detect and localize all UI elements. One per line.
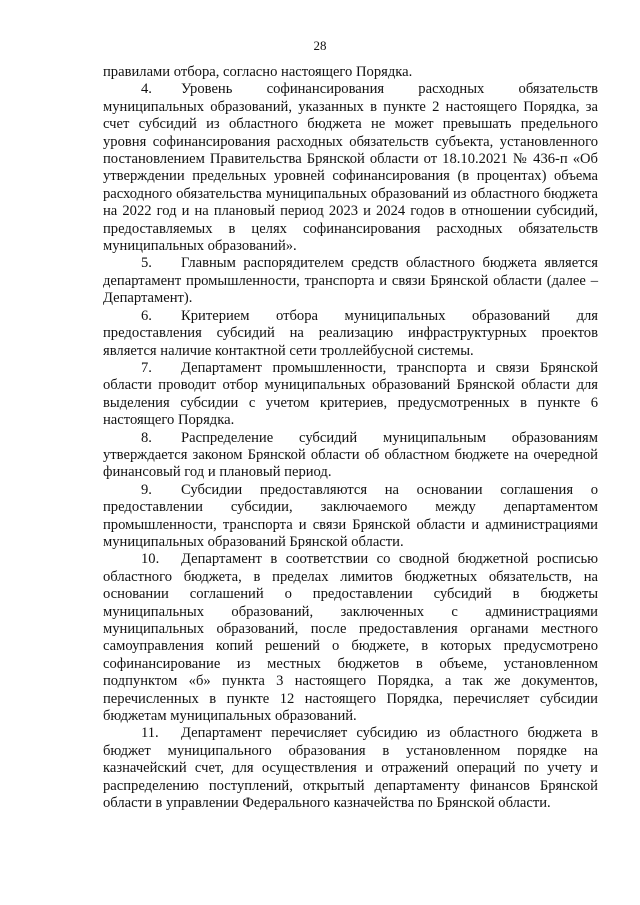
paragraph-text: Уровень софинансирования расходных обязательств муниципальных образований, указанных в пункте 2 настоящего Порядка, за счет субсидий из областного бюджета не может превышать предельного уровня софинансирования расходных обязательств субъекта, установленного постановлением Правительства Брянской области от 18.10.2021 № 436-п «Об утверждении предельных уровней софинансирования (в процентах) объема расходного обязательства муниципальных образований из областного бюджета на 2022 год и на плановый период 2023 и 2024 годов в отношении субсидий, предоставляемых в целях софинансирования расходных обязательств муниципальных образований».	[103, 81, 598, 255]
paragraph-text: Департамент перечисляет субсидию из областного бюджета в бюджет муниципального образования в установленном порядке на казначейский счет, для осуществления и отражений операций по учету и распределению поступлений, открытый департаменту финансов Брянской области в управлении Федерального казначейства по Брянской области.	[103, 725, 598, 812]
paragraph-4	[103, 81, 598, 255]
paragraph-text: Департамент промышленности, транспорта и связи Брянской области проводит отбор муниципальных образований Брянской области для выделения субсидии с учетом критериев, предусмотренных в пункте 6 настоящего Порядка.	[103, 359, 598, 429]
paragraph-number: 9.	[141, 481, 152, 498]
paragraph-continuation: правилами отбора, согласно настоящего Порядка.	[103, 64, 413, 80]
paragraph-number: 10.	[141, 551, 160, 568]
paragraph-number: 8.	[141, 429, 152, 446]
paragraph-text: Департамент в соответствии со сводной бюджетной росписью областного бюджета, в пределах лимитов бюджетных обязательств, на основании соглашений о предоставлении субсидий в бюджеты муниципальных образований, заключенных с администрациями муниципальных образований, после предоставления органами местного самоуправления копий решений о бюджете, в которых предусмотрено софинансирование из местных бюджетов в объеме, установленном подпунктом «б» пункта 3 настоящего Порядка, а так же документов, перечисленных в пункте 12 настоящего Порядка, перечисляет субсидии бюджетам муниципальных образований.	[103, 551, 598, 725]
paragraph-text: Субсидии предоставляются на основании соглашения о предоставлении субсидии, заключаемого между департаментом промышленности, транспорта и связи Брянской области и администрациями муниципальных образований Брянской области.	[103, 481, 598, 550]
paragraph-6	[103, 308, 598, 360]
paragraph-5	[103, 255, 598, 307]
paragraph-10	[103, 551, 598, 725]
page-number: 28	[313, 38, 327, 53]
document-body	[103, 64, 598, 812]
paragraph-8	[103, 430, 598, 482]
paragraph-text: Главным распорядителем средств областного бюджета является департамент промышленности, транспорта и связи Брянской области (далее – Департамент).	[103, 255, 598, 307]
paragraph-9	[103, 482, 598, 552]
paragraph-text: Распределение субсидий муниципальным образованиям утверждается законом Брянской области об областном бюджете на очередной финансовый год и плановый период.	[103, 429, 598, 481]
paragraph-number: 7.	[141, 359, 152, 376]
paragraph-7	[103, 360, 598, 430]
paragraph-number: 6.	[141, 307, 152, 324]
paragraph-number: 4.	[141, 81, 152, 98]
paragraph-number: 11.	[141, 725, 159, 742]
paragraph-11	[103, 725, 598, 812]
paragraph-number: 5.	[141, 255, 152, 272]
paragraph-text: Критерием отбора муниципальных образований для предоставления субсидий на реализацию инфраструктурных проектов является наличие контактной сети троллейбусной системы.	[103, 307, 598, 359]
